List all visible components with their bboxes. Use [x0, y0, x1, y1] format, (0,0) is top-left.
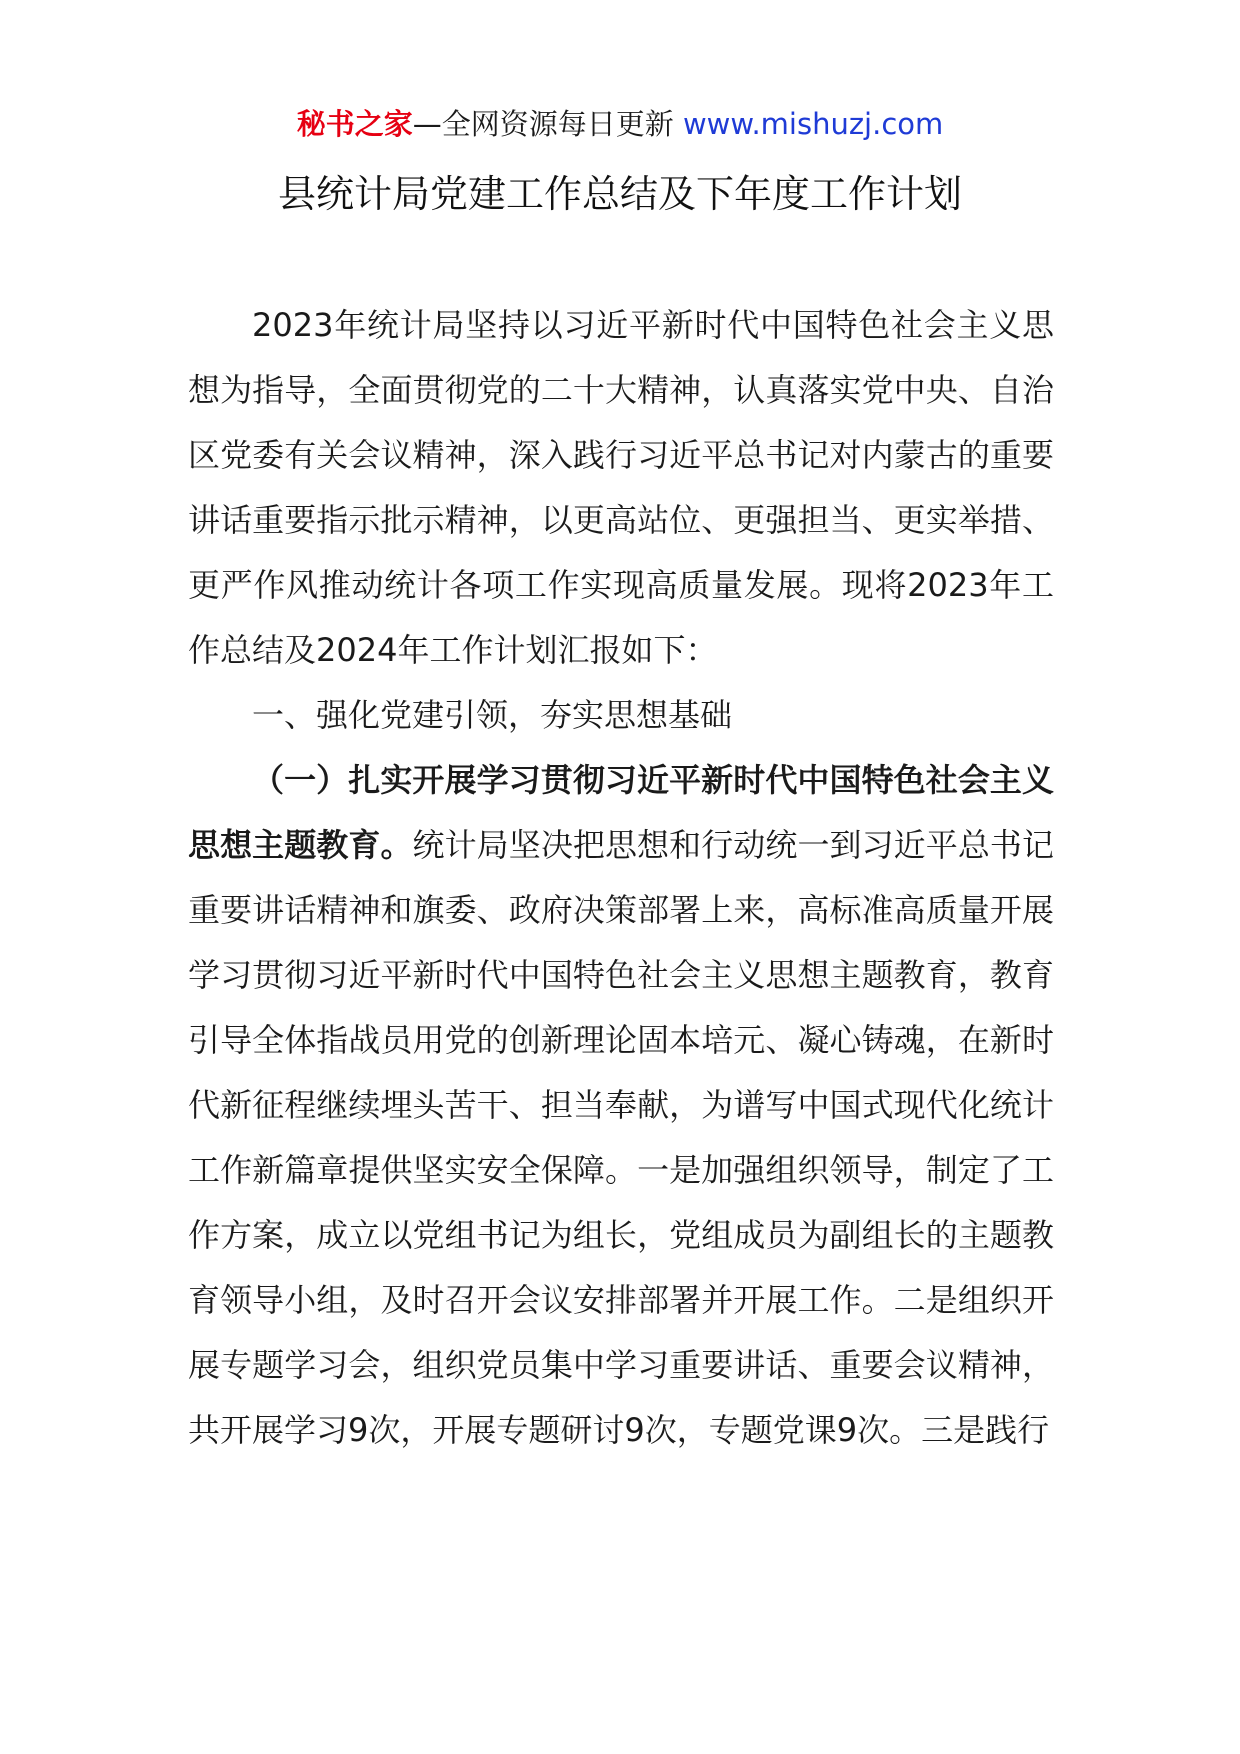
header-tagline: —全网资源每日更新	[412, 107, 674, 141]
site-header	[0, 104, 1240, 144]
site-url-link[interactable]: www.mishuzj.com	[682, 107, 944, 141]
subsection-heading-1: （一）扎实开展学习贯彻习近平新时代中国特色社会主义思想主题教育。	[188, 761, 1054, 864]
brand-name: 秘书之家	[296, 107, 413, 141]
intro-paragraph: 2023年统计局坚持以习近平新时代中国特色社会主义思想为指导，全面贯彻党的二十大精神，认真落实党中央、自治区党委有关会议精神，深入践行习近平总书记对内蒙古的重要讲话重要指示批示精神，以更高站位、更强担当、更实举措、更严作风推动统计各项工作实现高质量发展。现将2023年工作总结及2024年工作计划汇报如下：	[188, 306, 1054, 669]
subsection-paragraph-1	[188, 748, 1054, 1463]
section-heading-1: 一、强化党建引领，夯实思想基础	[252, 696, 733, 734]
document-body	[188, 293, 1054, 1463]
document-title: 县统计局党建工作总结及下年度工作计划	[277, 172, 962, 216]
subsection-text-1: 统计局坚决把思想和行动统一到习近平总书记重要讲话精神和旗委、政府决策部署上来，高标准高质量开展学习贯彻习近平新时代中国特色社会主义思想主题教育，教育引导全体指战员用党的创新理论固本培元、凝心铸魂，在新时代新征程继续埋头苦干、担当奉献，为谱写中国式现代化统计工作新篇章提供坚实安全保障。一是加强组织领导，制定了工作方案，成立以党组书记为组长，党组成员为副组长的主题教育领导小组，及时召开会议安排部署并开展工作。二是组织开展专题学习会，组织党员集中学习重要讲话、重要会议精神，共开展学习9次，开展专题研讨9次，专题党课9次。三是践行	[188, 826, 1054, 1449]
